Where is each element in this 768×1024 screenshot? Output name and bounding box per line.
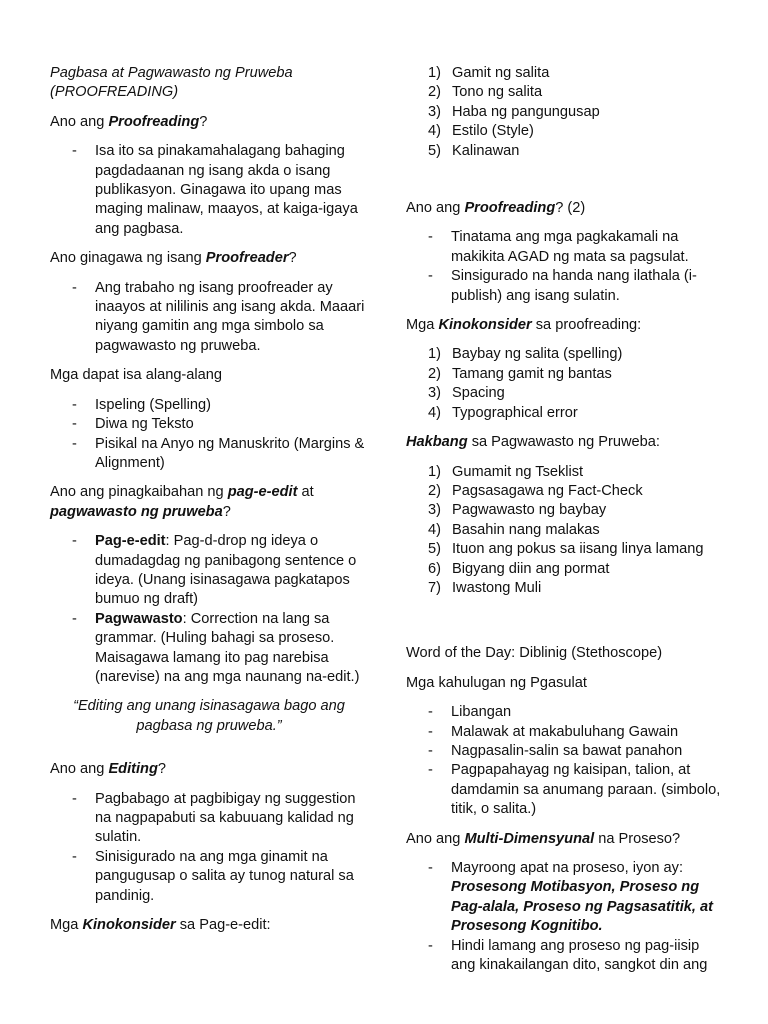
list-item: 2) Pagsasagawa ng Fact-Check xyxy=(428,482,643,499)
meanings-heading: Mga kahulugan ng Pgasulat xyxy=(406,674,587,691)
question-proofreader: Ano ginagawa ng isang Proofreader? xyxy=(50,250,297,267)
left-column xyxy=(50,64,368,945)
editing-quote: “Editing ang unang isinasagawa bago ang pagbasa ng pruweba.” xyxy=(73,698,345,734)
steps-heading: Hakbang sa Pagwawasto ng Pruweba: xyxy=(406,434,660,451)
list-item: 1) Gamit ng salita xyxy=(428,65,550,81)
list-item: - Malawak at makabuluhang Gawain xyxy=(406,723,722,742)
list-item: - Libangan xyxy=(406,703,722,722)
question-multi-dimensional: Ano ang Multi-Dimensyunal na Proseso? xyxy=(406,830,681,847)
list-item: - Diwa ng Teksto xyxy=(50,415,368,434)
list-item: - Hindi lamang ang proseso ng pag-iisip ang kinakailangan dito, sangkot din ang xyxy=(406,937,722,976)
meanings-list xyxy=(406,703,722,819)
steps-list xyxy=(406,463,722,599)
list-item: - Sinisigurado na ang mga ginamit na pangugusap o salita ay tunog natural sa pandinig. xyxy=(50,848,368,906)
list-item: - Pagpapahayag ng kaisipan, talion, at damdamin sa anumang paraan. (simbolo, titik, o salita.) xyxy=(406,761,722,819)
proofreading-considerations-heading: Mga Kinokonsider sa proofreading: xyxy=(406,317,642,334)
word-of-the-day: Word of the Day: Diblinig (Stethoscope) xyxy=(406,645,663,662)
list-item: 6) Bigyang diin ang pormat xyxy=(428,560,610,577)
question-difference: Ano ang pinagkaibahan ng pag-e-edit at pagwawasto ng pruweba? xyxy=(50,484,314,520)
list-item: - Sinsigurado na handa nang ilathala (i-publish) ang isang sulatin. xyxy=(406,267,722,306)
right-column xyxy=(406,64,722,985)
list-item: 1) Gumamit ng Tseklist xyxy=(428,463,584,480)
editing-definition-list xyxy=(50,790,368,906)
list-item: - Isa ito sa pinakamahalagang bahaging pagdadaanan ng isang akda o isang publikasyon. Ginagawa ito upang mas maging malinaw, maayos, at kaiga-igaya ang pagbasa. xyxy=(50,142,368,239)
list-item: 3) Haba ng pangungusap xyxy=(428,103,600,120)
question-editing: Ano ang Editing? xyxy=(50,761,167,778)
list-item: - Tinatama ang mga pagkakamali na makikita AGAD ng mata sa pagsulat. xyxy=(406,228,722,267)
list-item: 2) Tamang gamit ng bantas xyxy=(428,365,612,382)
list-item: 7) Iwastong Muli xyxy=(428,579,542,596)
list-item: 4) Basahin nang malakas xyxy=(428,521,600,538)
list-item: 5) Kalinawan xyxy=(428,142,520,159)
list-item: - Ang trabaho ng isang proofreader ay inaayos at nililinis ang isang akda. Maaari niyang gamitin ang mga simbolo sa pagwawasto ng pruweba. xyxy=(50,279,368,357)
list-item: 2) Tono ng salita xyxy=(428,84,543,101)
list-item: - Mayroong apat na proseso, iyon ay: Prosesong Motibasyon, Proseso ng Pag-alala, Proseso ng Pagsasatitik, at Prosesong Kognitibo. xyxy=(406,859,722,937)
list-item: - Pagbabago at pagbibigay ng suggestion na nagpapabuti sa kabuuang kalidad ng sulatin. xyxy=(50,790,368,848)
multi-dimensional-list xyxy=(406,859,722,975)
question-proofreading-2: Ano ang Proofreading? (2) xyxy=(406,200,586,217)
editing-considerations-list xyxy=(406,64,722,161)
list-item: 4) Typographical error xyxy=(428,404,578,421)
list-item: 5) Ituon ang pokus sa iisang linya lamang xyxy=(428,541,704,558)
document-title: Pagbasa at Pagwawasto ng Pruweba (PROOFREADING) xyxy=(50,65,293,101)
list-item: 1) Baybay ng salita (spelling) xyxy=(428,346,623,363)
list-item: 3) Pagwawasto ng baybay xyxy=(428,502,607,519)
list-item: - Pisikal na Anyo ng Manuskrito (Margins & Alignment) xyxy=(50,435,368,474)
proofreading-2-list xyxy=(406,228,722,306)
list-item: - Ispeling (Spelling) xyxy=(50,396,368,415)
question-proofreading: Ano ang Proofreading? xyxy=(50,113,208,130)
editing-considerations-heading: Mga Kinokonsider sa Pag-e-edit: xyxy=(50,917,271,934)
considerations-list xyxy=(50,396,368,474)
list-item: - Pag-e-edit: Pag-d-drop ng ideya o dumadagdag ng panibagong sentence o ideya. (Unang isinasagawa pagkatapos bumuo ng draft) xyxy=(50,532,368,610)
considerations-heading: Mga dapat isa alang-alang xyxy=(50,367,223,384)
difference-list xyxy=(50,532,368,687)
proofreading-considerations-list xyxy=(406,345,722,423)
list-item: 3) Spacing xyxy=(428,385,505,402)
list-item: - Pagwawasto: Correction na lang sa grammar. (Huling bahagi sa proseso. Maisagawa lamang ito pag narebisa (narevise) na ang mga naunang na-edit.) xyxy=(50,610,368,688)
list-item: - Nagpasalin-salin sa bawat panahon xyxy=(406,742,722,761)
list-item: 4) Estilo (Style) xyxy=(428,123,534,140)
proofreader-duties-list xyxy=(50,279,368,357)
proofreading-definition-list xyxy=(50,142,368,239)
